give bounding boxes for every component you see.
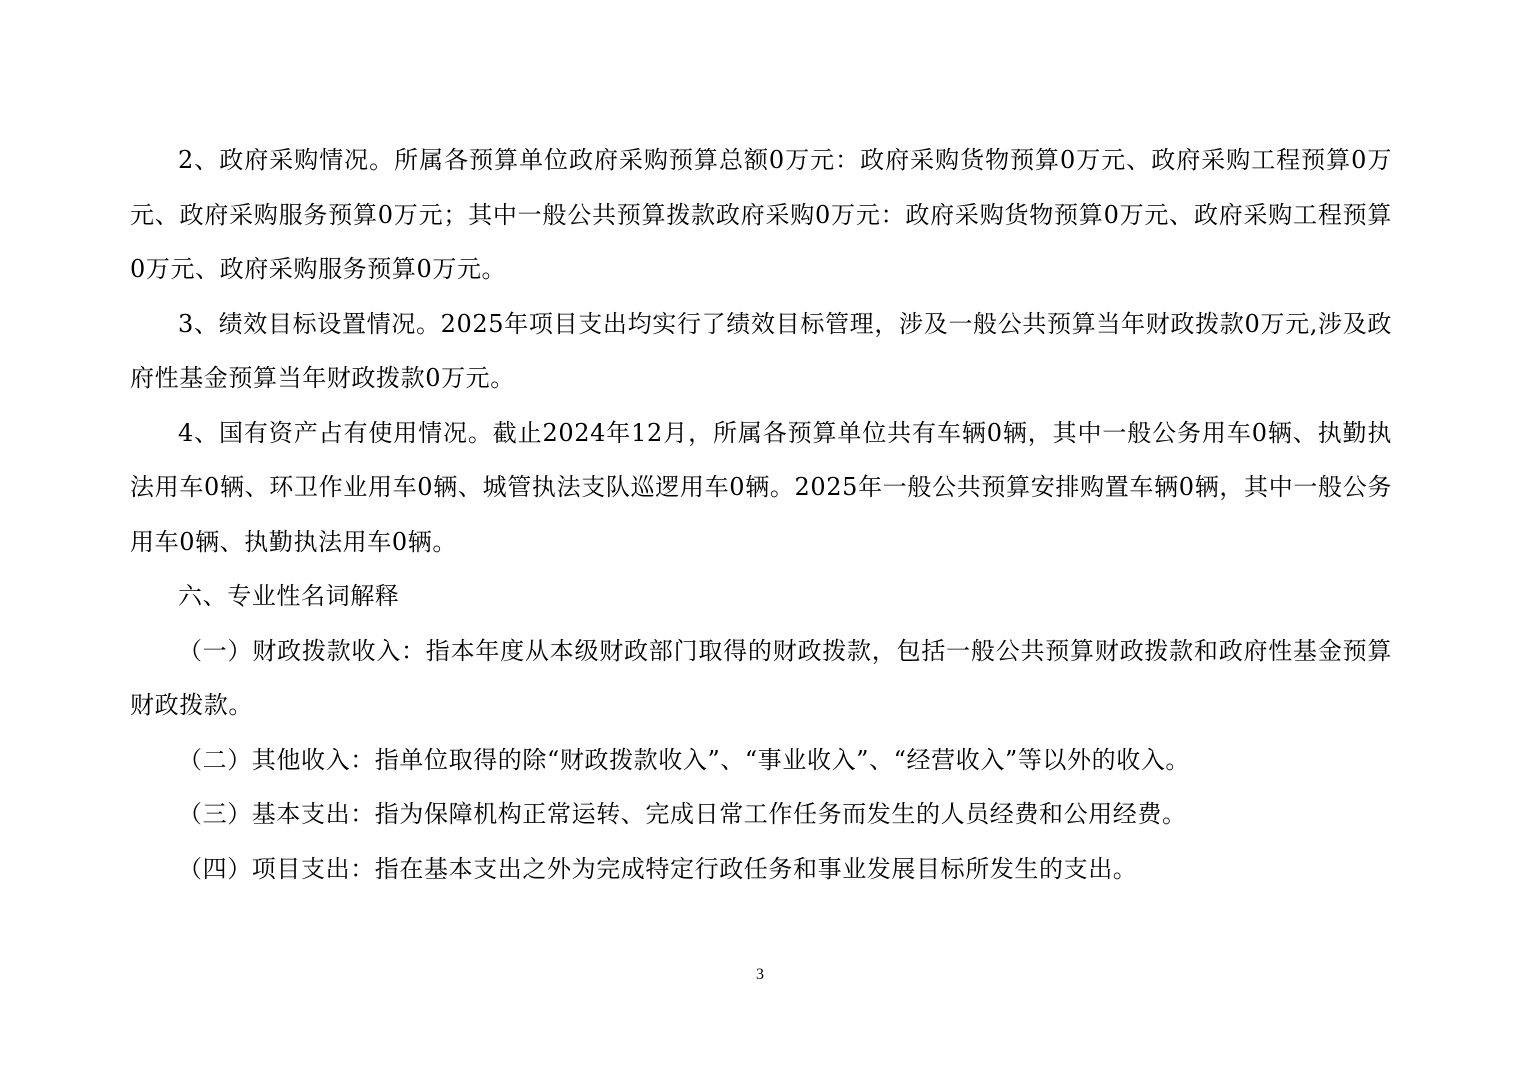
document-body [130, 133, 1392, 896]
page-number: 3 [756, 966, 764, 983]
definition-fiscal-appropriation-income: （一）财政拨款收入：指本年度从本级财政部门取得的财政拨款，包括一般公共预算财政拨款和政府性基金预算财政拨款。 [130, 636, 1392, 719]
definition-basic-expenditure: （三）基本支出：指为保障机构正常运转、完成日常工作任务而发生的人员经费和公用经费。 [178, 800, 1187, 828]
paragraph-state-assets: 4、国有资产占有使用情况。截止2024年12月，所属各预算单位共有车辆0辆，其中一般公务用车0辆、执勤执法用车0辆、环卫作业用车0辆、城管执法支队巡逻用车0辆。2025年一般公共预算安排购置车辆0辆，其中一般公务用车0辆、执勤执法用车0辆。 [130, 418, 1392, 556]
definition-other-income: （二）其他收入：指单位取得的除“财政拨款收入”、“事业收入”、“经营收入”等以外的收入。 [178, 745, 1191, 774]
paragraph-government-procurement: 2、政府采购情况。所属各预算单位政府采购预算总额0万元：政府采购货物预算0万元、政府采购工程预算0万元、政府采购服务预算0万元；其中一般公共预算拨款政府采购0万元：政府采购货物预算0万元、政府采购工程预算0万元、政府采购服务预算0万元。 [130, 146, 1392, 283]
definition-project-expenditure: （四）项目支出：指在基本支出之外为完成特定行政任务和事业发展目标所发生的支出。 [178, 854, 1138, 883]
paragraph-performance-targets: 3、绩效目标设置情况。2025年项目支出均实行了绩效目标管理，涉及一般公共预算当年财政拨款0万元,涉及政府性基金预算当年财政拨款0万元。 [130, 309, 1392, 392]
section-heading-terminology: 六、专业性名词解释 [178, 582, 400, 610]
